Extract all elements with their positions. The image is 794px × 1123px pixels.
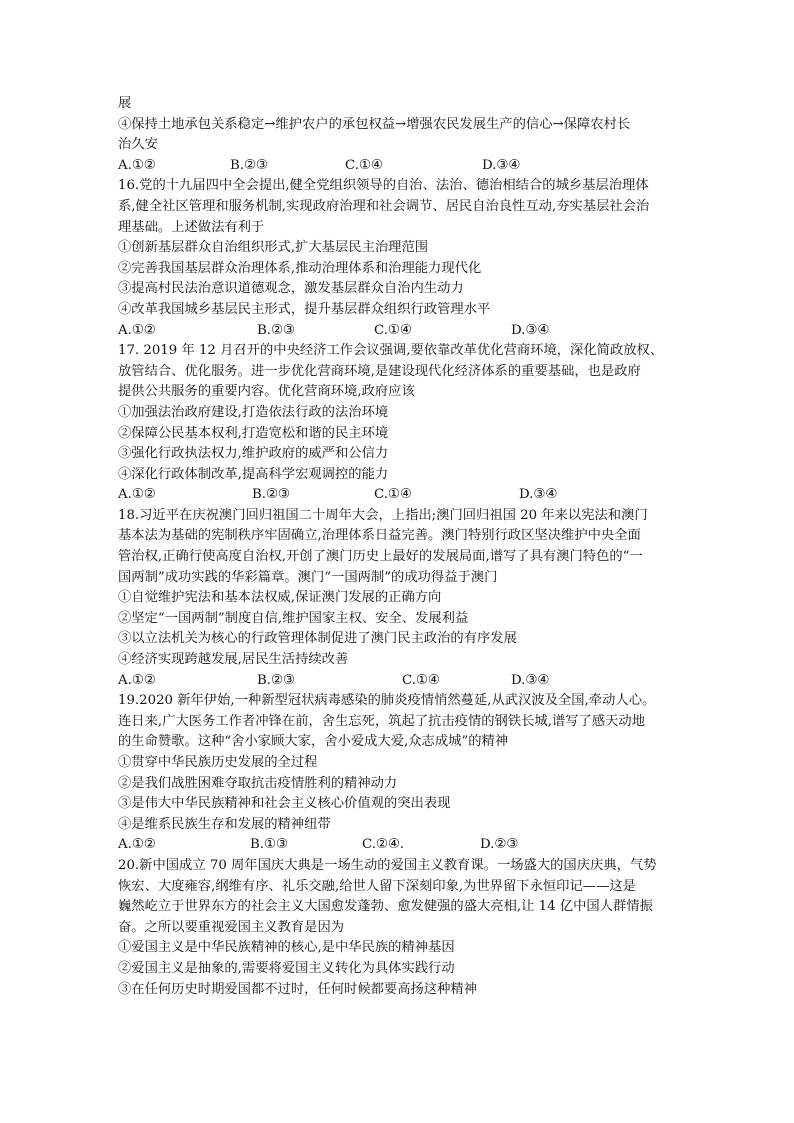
q20-item-2: ②爱国主义是抽象的,需要将爱国主义转化为具体实践行动	[118, 960, 455, 976]
q18-options	[118, 671, 688, 692]
q15-item-4-cont: 治久安	[118, 137, 158, 153]
q20-item-1: ①爱国主义是中华民族精神的核心,是中华民族的精神基因	[118, 940, 455, 956]
q20-stem-3: 巍然屹立于世界东方的社会主义大国愈发蓬勃、愈发健强的盛大亮相,让 14 亿中国人群情振	[118, 899, 653, 915]
q17-options	[118, 485, 688, 506]
q16-item-3: ③提高村民法治意识道德观念，激发基层群众自治内生动力	[118, 281, 464, 297]
exam-page	[118, 94, 688, 1000]
top-fragment: 展	[118, 96, 132, 111]
q16-item-2: ②完善我国基层群众治理体系,推动治理体系和治理能力现代化	[118, 260, 482, 276]
q18-item-4: ④经济实现跨越发展,居民生活持续改善	[118, 652, 349, 668]
q17-item-3: ③强化行政执法权力,维护政府的威严和公信力	[118, 446, 389, 462]
q15-option-d[interactable]: D.③④	[482, 157, 521, 173]
q17-option-c[interactable]: C.①④	[374, 487, 412, 503]
q16-stem-1: 16.党的十九届四中全会提出,健全党组织领导的自治、法治、德治相结合的城乡基层治理体	[118, 178, 649, 194]
q16-item-4: ④改革我国城乡基层民主形式，提升基层群众组织行政管理水平	[118, 301, 491, 317]
q20-stem-1: 20.新中国成立 70 周年国庆大典是一场生动的爱国主义教育课。一场盛大的国庆庆典，气势	[118, 857, 657, 873]
q17-stem-2: 放管结合、优化服务。进一步优化营商环境,是建设现代化经济体系的重要基础，也是政府	[118, 363, 641, 379]
q18-stem-4: 国两制”成功实践的华彩篇章。澳门“一国两制”的成功得益于澳门	[118, 569, 498, 585]
q18-option-c[interactable]: C.①④	[402, 672, 440, 688]
q16-option-a[interactable]: A.①②	[118, 322, 156, 338]
q19-option-d[interactable]: D.②③	[480, 837, 519, 853]
q17-option-a[interactable]: A.①②	[118, 487, 156, 503]
q20-item-3: ③在任何历史时期爱国都不过时，任何时候都要高扬这种精神	[118, 981, 478, 997]
q18-stem-2: 基本法为基础的宪制秩序牢固确立,治理体系日益完善。澳门特别行政区坚决维护中央全面	[118, 528, 641, 544]
q19-option-c[interactable]: C.②④.	[362, 837, 404, 853]
q18-item-3: ③以立法机关为核心的行政管理体制促进了澳门民主政治的有序发展	[118, 631, 517, 647]
q18-option-a[interactable]: A.①②	[118, 672, 156, 688]
q20-stem-4: 奋。之所以要重视爱国主义教育是因为	[118, 919, 345, 935]
q17-option-d[interactable]: D.③④	[519, 487, 558, 503]
q19-option-a[interactable]: A.①②	[118, 837, 156, 853]
q17-item-4: ④深化行政体制改革,提高科学宏观调控的能力	[118, 466, 389, 482]
q20-stem-2: 恢宏、大度雍容,纲维有序、礼乐交融,给世人留下深刻印象,为世界留下永恒印记——这是	[118, 878, 636, 894]
q18-stem-3: 管治权,正确行使高度自治权,开创了澳门历史上最好的发展局面,谱写了具有澳门特色的“一	[118, 549, 643, 565]
q19-stem-3: 的生命赞歌。这种“舍小家顾大家，舍小爱成大爱,众志成城”的精神	[118, 734, 509, 750]
q17-stem-1: 17. 2019 年 12 月召开的中央经济工作会议强调,要依靠改革优化营商环境，深化简政放权、	[118, 343, 664, 359]
q15-option-a[interactable]: A.①②	[118, 157, 156, 173]
q19-option-b[interactable]: B.①③	[250, 837, 288, 853]
q18-stem-1: 18.习近平在庆祝澳门回归祖国二十周年大会，上指出;澳门回归祖国 20 年来以宪法和澳门	[118, 507, 648, 523]
q18-option-b[interactable]: B.②③	[257, 672, 295, 688]
q19-options	[118, 835, 688, 856]
q15-option-c[interactable]: C.①④	[345, 157, 383, 173]
q19-item-3: ③是伟大中华民族精神和社会主义核心价值观的突出表现	[118, 796, 451, 812]
q19-item-4: ④是维系民族生存和发展的精神纽带	[118, 816, 331, 832]
q16-item-1: ①创新基层群众自治组织形式,扩大基层民主治理范围	[118, 240, 429, 256]
q17-item-1: ①加强法治政府建设,打造依法行政的法治环境	[118, 404, 389, 420]
q19-stem-1: 19.2020 新年伊始,一种新型冠状病毒感染的肺炎疫情悄然蔓延,从武汉波及全国,牵动人心。	[118, 693, 656, 709]
q18-item-2: ②坚定“一国两制”制度自信,维护国家主权、安全、发展利益	[118, 610, 469, 626]
q17-option-b[interactable]: B.②③	[252, 487, 290, 503]
q15-options	[118, 156, 688, 177]
q16-option-c[interactable]: C.①④	[374, 322, 412, 338]
q15-item-4: ④保持土地承包关系稳定→维护农户的承包权益→增强农民发展生产的信心→保障农村长	[118, 116, 631, 132]
q16-stem-2: 系,健全社区管理和服务机制,实现政府治理和社会调节、居民自治良性互动,夯实基层社会治	[118, 198, 650, 214]
q15-option-b[interactable]: B.②③	[230, 157, 268, 173]
q19-item-2: ②是我们战胜困难夺取抗击疫情胜利的精神动力	[118, 775, 398, 791]
q16-stem-3: 理基础。上述做法有利于	[118, 219, 265, 235]
q16-option-d[interactable]: D.③④	[511, 322, 550, 338]
q16-options	[118, 321, 688, 342]
q17-stem-3: 提供公共服务的重要内容。优化营商环境,政府应该	[118, 384, 415, 400]
q18-item-1: ①自觉维护宪法和基本法权威,保证澳门发展的正确方向	[118, 590, 442, 606]
q16-option-b[interactable]: B.②③	[257, 322, 295, 338]
q19-item-1: ①贯穿中华民族历史发展的全过程	[118, 755, 318, 770]
q17-item-2: ②保障公民基本权利,打造宽松和谐的民主环境	[118, 425, 389, 441]
q18-option-d[interactable]: D.③④	[511, 672, 550, 688]
q19-stem-2: 连日来,广大医务工作者冲锋在前，舍生忘死，筑起了抗击疫情的钢铁长城,谱写了感天动地	[118, 713, 646, 729]
